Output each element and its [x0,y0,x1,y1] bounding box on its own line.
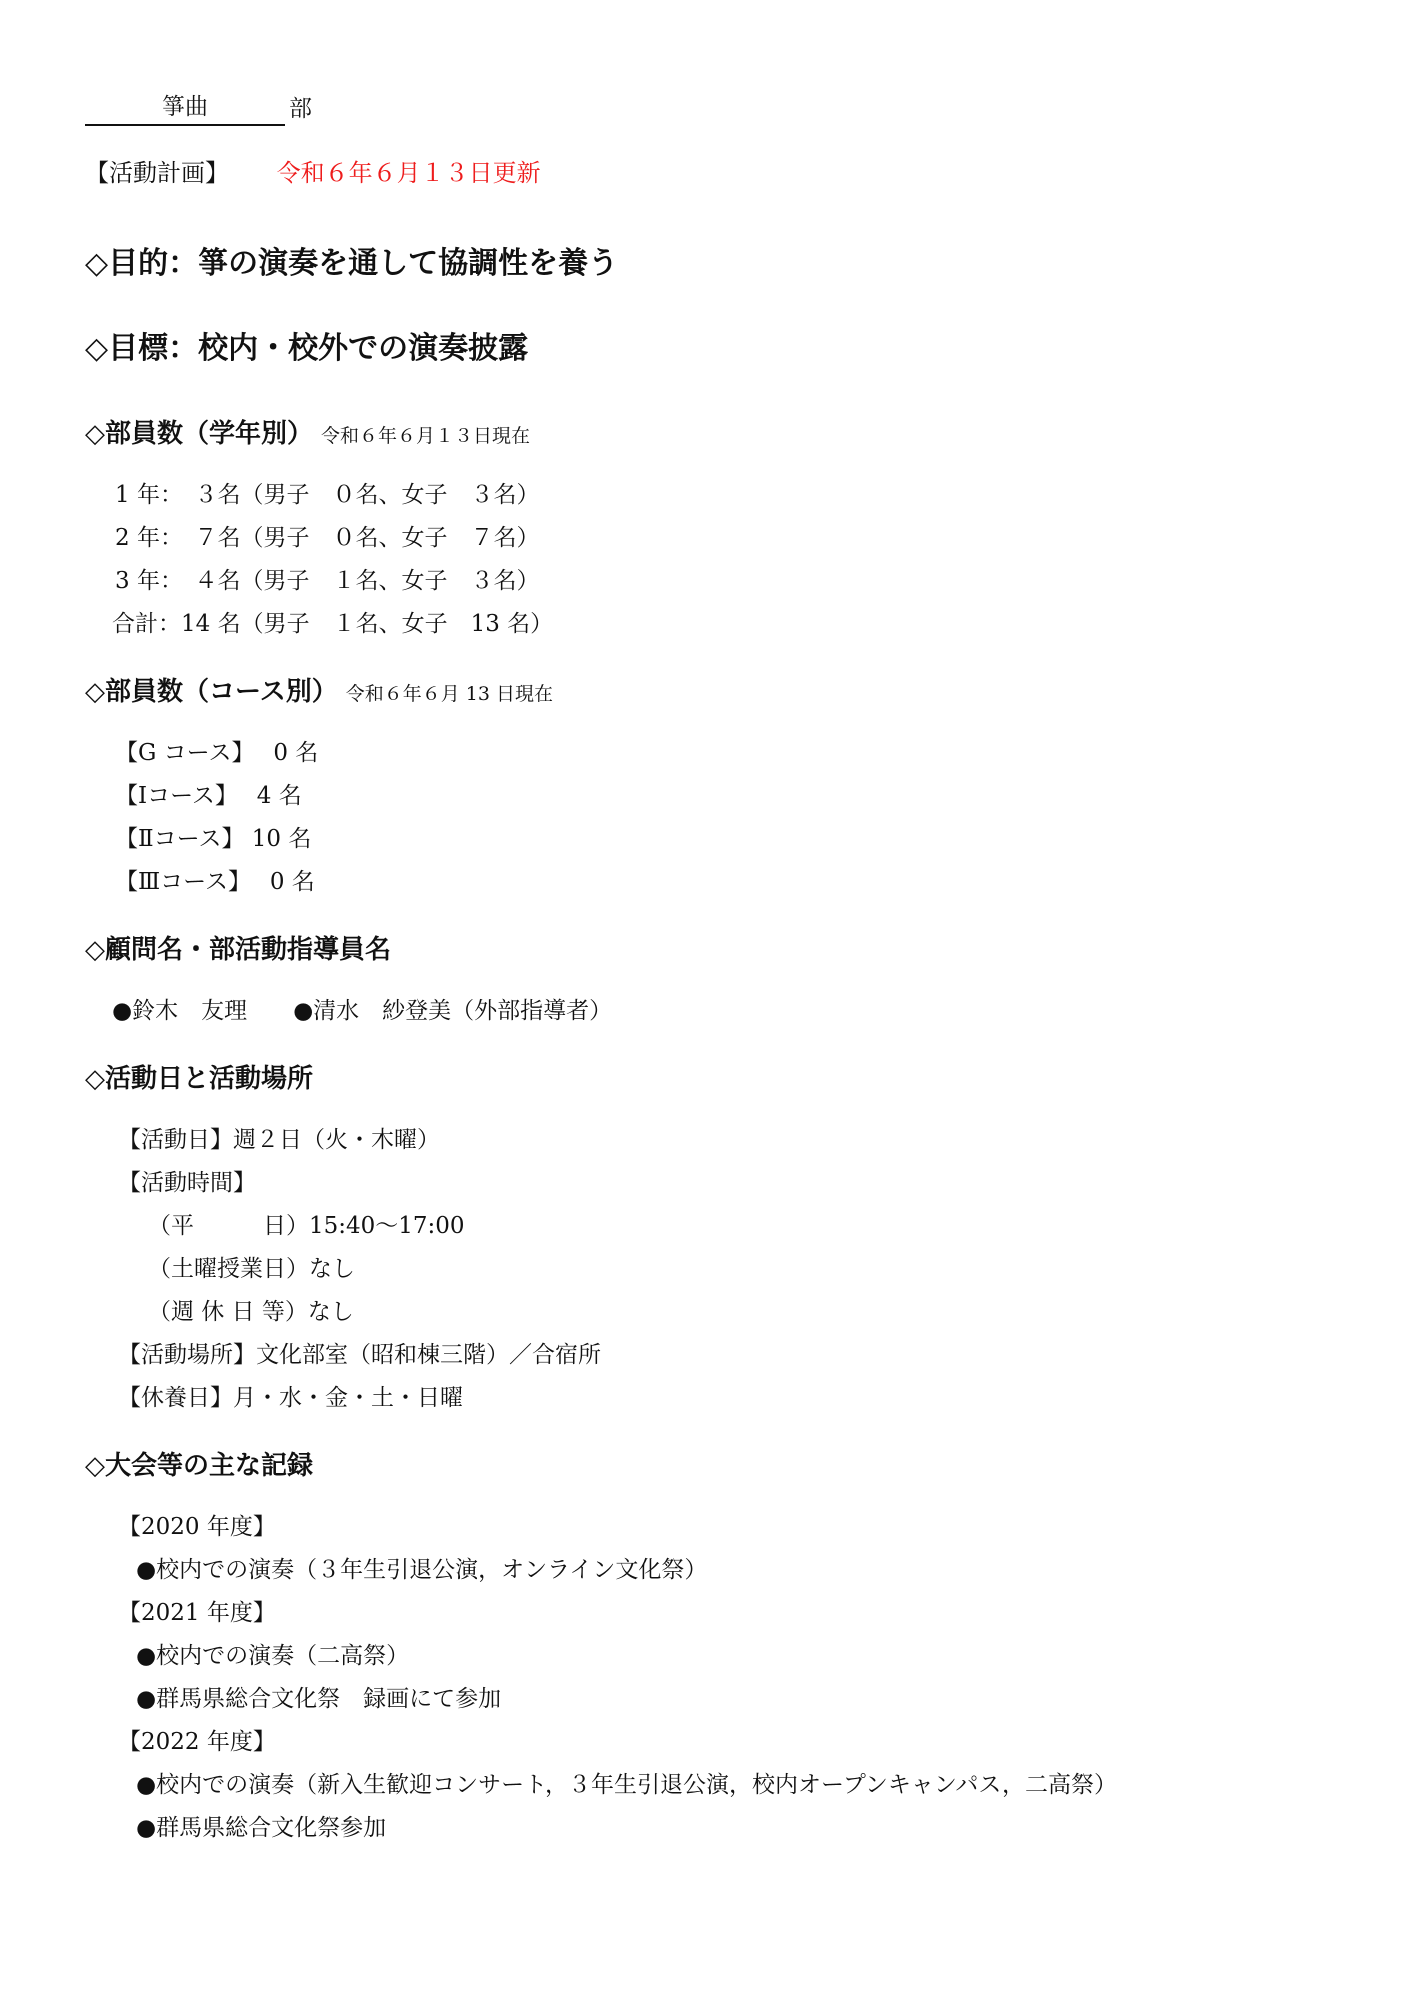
advisors-names: ●鈴木 友理 ●清水 紗登美（外部指導者） [112,998,613,1024]
activity-place: 【活動場所】文化部室（昭和棟三階）／合宿所 [118,1342,601,1368]
course-row-1: 【Ⅰコース】 4 名 [115,783,302,809]
records-2022-item-1: ●校内での演奏（新入生歓迎コンサート，３年生引退公演，校内オープンキャンパス，二高祭） [136,1772,1118,1798]
records-2020-item: ●校内での演奏（３年生引退公演，オンライン文化祭） [136,1557,708,1583]
members-grade-title: ◇部員数（学年別） [85,419,313,449]
club-title [85,88,312,126]
members-course-title: ◇部員数（コース別） [85,677,338,707]
course-row-2: 【Ⅱコース】 10 名 [115,826,312,852]
members-grade-heading [85,413,530,450]
activity-time-label: 【活動時間】 [118,1170,256,1196]
course-row-3: 【Ⅲコース】 0 名 [115,869,315,895]
advisors-heading: ◇顧問名・部活動指導員名 [85,935,391,965]
grade-row-3: 3 年： ４名（男子 １名、女子 ３名） [115,568,540,594]
plan-label: 【活動計画】 [85,159,229,187]
members-course-heading [85,671,553,708]
members-course-asof: 令和６年６月 13 日現在 [345,683,553,705]
activity-time-holiday: （週 休 日 等）なし [148,1299,354,1325]
update-date: 令和６年６月１３日更新 [276,159,541,187]
purpose-heading: ◇目的：箏の演奏を通して協調性を養う [85,246,619,281]
club-name: 箏曲 [85,88,285,126]
records-2022-item-2: ●群馬県総合文化祭参加 [136,1815,387,1841]
records-2021-item-2: ●群馬県総合文化祭 録画にて参加 [136,1686,502,1712]
activity-rest-days: 【休養日】月・水・金・土・日曜 [118,1385,463,1411]
plan-line [85,153,541,188]
grade-row-2: 2 年： ７名（男子 ０名、女子 ７名） [115,525,540,551]
grade-row-total: 合計：14 名（男子 １名、女子 13 名） [112,611,554,637]
course-row-g: 【G コース】 0 名 [115,740,319,766]
club-suffix: 部 [289,96,312,122]
records-year-2021: 【2021 年度】 [118,1600,276,1626]
grade-row-1: 1 年： ３名（男子 ０名、女子 ３名） [115,482,540,508]
goal-heading: ◇目標：校内・校外での演奏披露 [85,331,529,366]
records-2021-item-1: ●校内での演奏（二高祭） [136,1643,410,1669]
activity-days: 【活動日】週２日（火・木曜） [118,1127,440,1153]
members-grade-asof: 令和６年６月１３日現在 [321,425,531,447]
records-heading: ◇大会等の主な記録 [85,1451,313,1481]
activity-heading: ◇活動日と活動場所 [85,1064,313,1094]
activity-time-weekday: （平 日）15:40〜17:00 [148,1213,465,1239]
activity-time-saturday: （土曜授業日）なし [148,1256,355,1282]
records-year-2020: 【2020 年度】 [118,1514,276,1540]
records-year-2022: 【2022 年度】 [118,1729,276,1755]
